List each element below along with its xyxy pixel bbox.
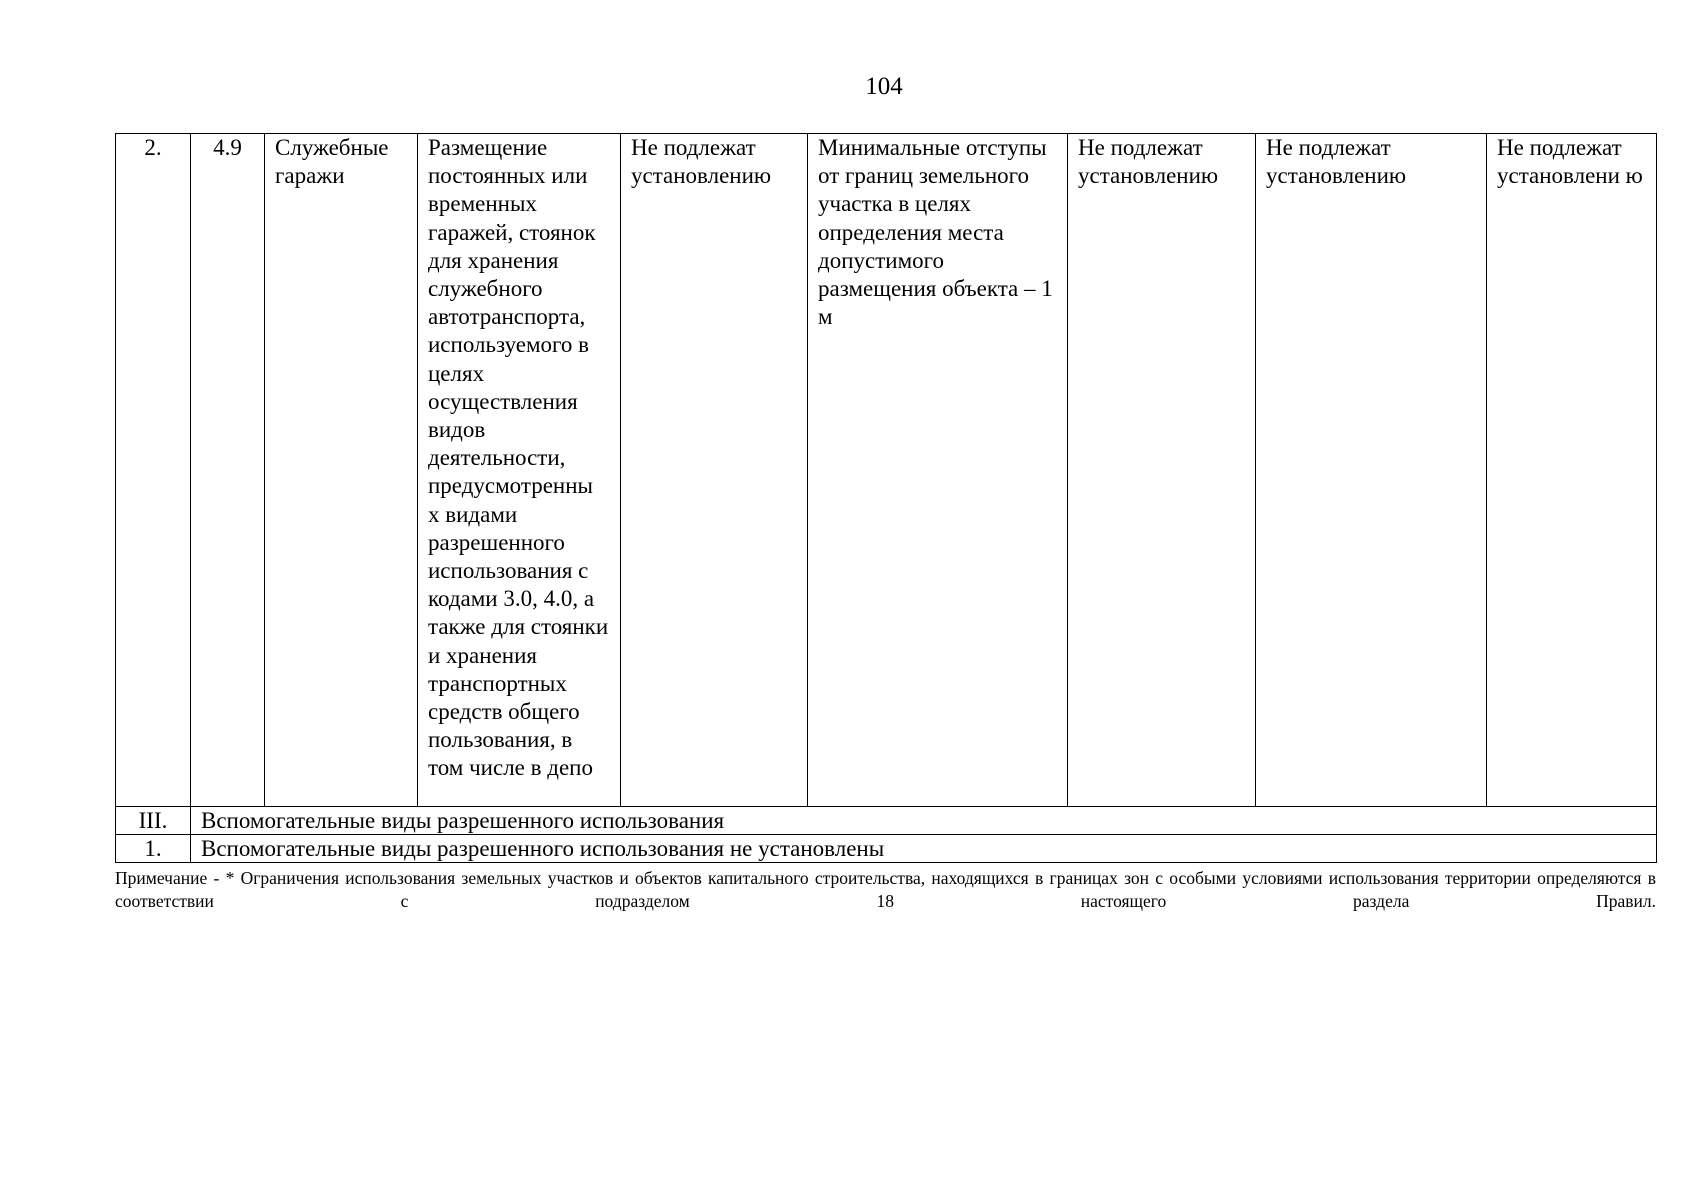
use-code-cell: 4.9	[191, 134, 265, 807]
parameter-cell-2: Не подлежат установлению	[1068, 134, 1256, 807]
table-row	[116, 835, 1657, 863]
parameter-cell-4: Не подлежат установлени ю	[1487, 134, 1657, 807]
setback-cell: Минимальные отступы от границ земельного участка в целях определения места допустимого размещения объекта – 1 м	[808, 134, 1068, 807]
row-text-cell: Вспомогательные виды разрешенного использования не установлены	[191, 835, 1657, 863]
page-number: 104	[865, 73, 903, 100]
footnote: Примечание - * Ограничения использования земельных участков и объектов капитального строительства, находящихся в границах зон с особыми условиями использования территории определяются в соответствии с подразделом 18 настоящего раздела Правил.	[115, 868, 1656, 911]
section-title-cell: Вспомогательные виды разрешенного использования	[191, 807, 1657, 835]
use-description-cell: Размещение постоянных или временных гаражей, стоянок для хранения служебного автотранспорта, используемого в целях осуществления видов деятельности, предусмотренны х видами разрешенного использования с кодами 3.0, 4.0, а также для стоянки и хранения транспортных средств общего пользования, в том числе в депо	[418, 134, 621, 807]
parameter-cell-3: Не подлежат установлению	[1256, 134, 1487, 807]
row-number-cell: 2.	[116, 134, 191, 807]
row-number-cell: 1.	[116, 835, 191, 863]
table-row	[116, 134, 1657, 807]
use-name-cell: Служебные гаражи	[265, 134, 418, 807]
section-number-cell: III.	[116, 807, 191, 835]
section-heading-row	[116, 807, 1657, 835]
regulations-table	[115, 133, 1657, 863]
parameter-cell-1: Не подлежат установлению	[621, 134, 808, 807]
